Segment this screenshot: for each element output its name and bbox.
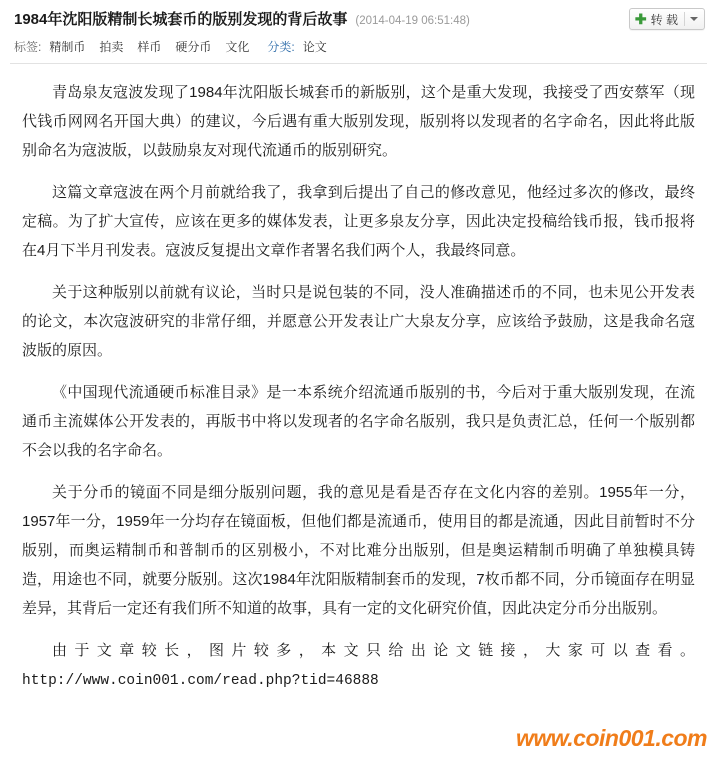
tags-label: 标签: — [14, 40, 42, 54]
plus-icon: ✚ — [634, 11, 647, 27]
tag-link[interactable]: 精制币 — [49, 40, 86, 54]
paragraph-with-link — [22, 636, 695, 696]
divider — [684, 12, 685, 26]
tag-link[interactable]: 拍卖 — [99, 40, 124, 54]
paragraph: 青岛泉友寇波发现了1984年沈阳版长城套币的新版别，这个是重大发现，我接受了西安蔡军（现代钱币网网名开国大典）的建议，今后遇有重大版别发现，版别将以发现者的名字命名，因此将此版别命名为寇波版，以鼓励泉友对现代流通币的版别研究。 — [22, 84, 695, 159]
repost-button[interactable] — [629, 8, 705, 30]
article-header — [0, 0, 717, 36]
paragraph: 关于分币的镜面不同是细分版别问题，我的意见是看是否存在文化内容的差别。1955年一分，1957年一分，1959年一分均存在镜面板，但他们都是流通币，使用目的都是流通，因此目前暂时不分版别，而奥运精制币和普制币的区别极小，不对比难分出版别，但是奥运精制币明确了单独模具铸造，用途也不同，就要分版别。这次1984年沈阳版精制套币的发现，7枚币都不同，分币镜面存在明显差异，其背后一定还有我们所不知道的故事，具有一定的文化研究价值，因此决定分币分出版别。 — [22, 484, 695, 617]
watermark: www.coin001.com — [515, 725, 707, 751]
title-row — [12, 10, 705, 30]
tag-link[interactable]: 文化 — [225, 40, 250, 54]
article-body — [0, 64, 717, 696]
paragraph: 关于这种版别以前就有议论，当时只是说包装的不同，没人准确描述币的不同，也未见公开发表的论文，本次寇波研究的非常仔细，并愿意公开发表让广大泉友分享，应该给予鼓励，这是我命名寇波版的原因。 — [22, 284, 695, 359]
category-link[interactable]: 论文 — [302, 40, 327, 54]
paragraph: 《中国现代流通硬币标准目录》是一本系统介绍流通币版别的书，今后对于重大版别发现，在流通币主流媒体公开发表的，再版书中将以发现者的名字命名版别，我只是负责汇总，任何一个版别都不会以我的名字命名。 — [22, 384, 695, 459]
article-link[interactable]: http://www.coin001.com/read.php?tid=46888 — [22, 673, 379, 689]
page-title: 1984年沈阳版精制长城套币的版别发现的背后故事 — [14, 11, 348, 28]
paragraph: 这篇文章寇波在两个月前就给我了，我拿到后提出了自己的修改意见，他经过多次的修改，最终定稿。为了扩大宣传，应该在更多的媒体发表，让更多泉友分享，因此决定投稿给钱币报，钱币报将在4月下半月刊发表。寇波反复提出文章作者署名我们两个人，我最终同意。 — [22, 184, 695, 259]
publish-date: (2014-04-19 06:51:48) — [355, 15, 470, 27]
paragraph-text: 由于文章较长，图片较多，本文只给出论文链接，大家可以查看。 — [52, 642, 695, 659]
repost-button-label: 转 载 — [650, 12, 678, 27]
meta-bar — [0, 36, 717, 63]
tag-link[interactable]: 样币 — [137, 40, 162, 54]
category-label: 分类: — [267, 40, 295, 54]
tag-link[interactable]: 硬分币 — [175, 40, 212, 54]
chevron-down-icon[interactable] — [690, 17, 698, 21]
